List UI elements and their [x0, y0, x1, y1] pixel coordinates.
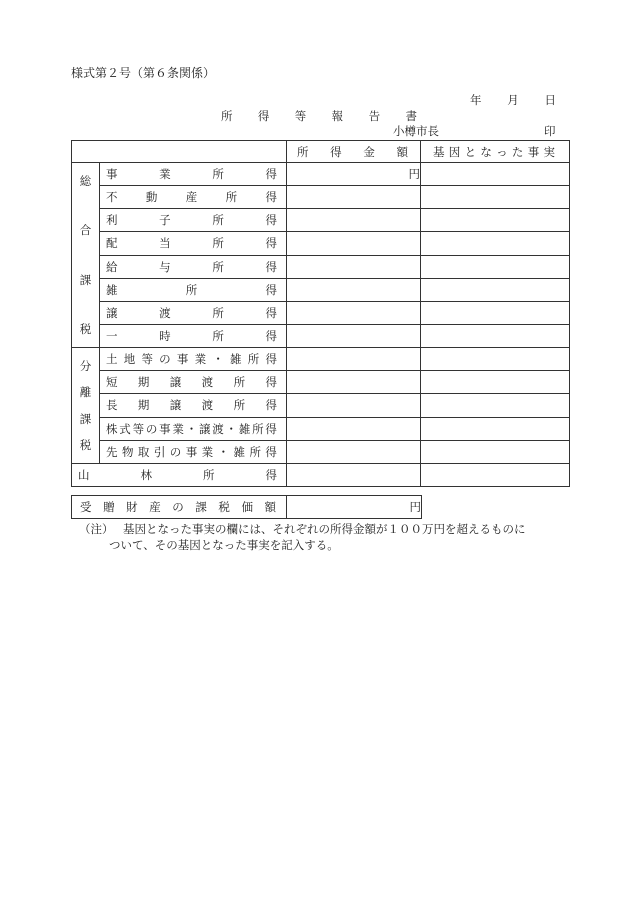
income-type-char: 当	[159, 236, 171, 251]
title-char: 得	[257, 109, 270, 123]
amount-cell[interactable]	[287, 186, 421, 209]
gift-label-char: 課	[195, 500, 207, 514]
income-table	[71, 140, 570, 487]
seal-mark: 印	[544, 124, 556, 138]
date-line	[470, 92, 556, 108]
gift-label	[72, 496, 287, 519]
income-type-label	[100, 278, 287, 301]
income-type-char: 事	[185, 444, 198, 459]
group-label-char: 分	[79, 359, 92, 373]
table-row	[72, 301, 570, 324]
income-type-char: 渡	[201, 398, 214, 413]
basis-cell[interactable]	[421, 417, 570, 440]
basis-cell[interactable]	[421, 255, 570, 278]
note-line-2: ついて、その基因となった事実を記入する。	[109, 538, 339, 552]
title-char: 等	[294, 109, 307, 123]
income-type-label	[100, 371, 287, 394]
income-type-label	[100, 186, 287, 209]
basis-cell[interactable]	[421, 209, 570, 232]
header-basis-char: と	[464, 144, 477, 159]
income-type-char: 長	[106, 398, 118, 413]
income-type-label	[100, 348, 287, 371]
forest-char: 得	[265, 468, 277, 482]
table-row	[72, 417, 570, 440]
basis-cell[interactable]	[421, 163, 570, 186]
basis-cell[interactable]	[421, 464, 570, 487]
income-type-char: 利	[106, 213, 118, 228]
income-type-char: 得	[265, 375, 277, 390]
header-basis-char: た	[511, 144, 524, 159]
header-basis-char: 事	[527, 144, 540, 159]
table-header-row	[72, 141, 570, 163]
income-type-char: 渡	[159, 305, 171, 320]
table-row	[72, 371, 570, 394]
income-type-char: ・	[212, 352, 224, 367]
income-type-char: 得	[265, 421, 277, 436]
income-type-char: 地	[123, 352, 136, 367]
income-type-char: 与	[159, 259, 171, 274]
income-type-char: 短	[106, 375, 118, 390]
income-type-char: 得	[265, 213, 277, 228]
income-type-char: 譲	[106, 305, 118, 320]
income-type-char: 土	[106, 352, 118, 367]
income-type-char: 業	[172, 421, 184, 436]
income-type-char: 業	[201, 444, 214, 459]
basis-cell[interactable]	[421, 371, 570, 394]
income-type-label	[100, 440, 287, 463]
forest-char: 山	[78, 468, 90, 482]
table-row	[72, 394, 570, 417]
title-char: 告	[368, 109, 381, 123]
income-type-char: 雑	[238, 421, 251, 436]
income-type-char: 得	[265, 398, 277, 413]
income-type-char: 得	[265, 190, 277, 205]
income-type-char: 引	[153, 444, 166, 459]
income-type-char: 取	[137, 444, 150, 459]
income-type-label	[100, 163, 287, 186]
table-row	[72, 324, 570, 347]
group-label-char: 課	[79, 411, 92, 426]
amount-cell[interactable]	[287, 440, 421, 463]
gift-amount: 円	[287, 496, 422, 519]
income-type-char: 所	[247, 352, 260, 367]
header-basis-char: 実	[543, 144, 555, 159]
income-type-char: 一	[106, 328, 118, 343]
income-type-char: 等	[141, 352, 153, 367]
income-type-char: 事	[159, 421, 171, 436]
basis-cell[interactable]	[421, 348, 570, 371]
gift-label-char: の	[172, 500, 184, 514]
header-amount-char: 額	[396, 144, 408, 159]
recipient: 小樽市長	[393, 124, 439, 138]
income-type-char: 動	[145, 190, 158, 205]
basis-cell[interactable]	[421, 186, 570, 209]
form-number: 様式第２号（第６条関係）	[71, 66, 216, 80]
income-type-char: 得	[265, 282, 277, 297]
group-label-char: 課	[79, 272, 92, 287]
income-type-char: 所	[225, 190, 238, 205]
document-title	[221, 108, 417, 124]
income-type-char: ・	[185, 421, 198, 436]
gift-label-char: 税	[218, 500, 230, 514]
income-type-char: 産	[185, 190, 198, 205]
table-row	[72, 163, 570, 186]
header-amount	[287, 141, 421, 163]
income-type-char: 給	[106, 259, 118, 274]
basis-cell[interactable]	[421, 324, 570, 347]
group-label-char: 合	[79, 223, 92, 238]
income-type-char: 時	[159, 328, 171, 343]
table-row-forest	[72, 464, 570, 487]
gift-label-char: 贈	[103, 500, 115, 514]
income-type-char: 得	[265, 328, 277, 343]
income-type-label	[100, 417, 287, 440]
header-basis-char: っ	[496, 144, 508, 159]
income-type-char: 得	[265, 259, 277, 274]
income-type-char: 得	[265, 352, 277, 367]
title-char: 書	[405, 109, 417, 123]
table-row	[72, 348, 570, 371]
income-type-char: 所	[233, 398, 246, 413]
income-type-char: 所	[212, 328, 224, 343]
header-amount-char: 所	[297, 144, 309, 159]
forest-char: 林	[140, 468, 152, 482]
income-type-char: 子	[159, 213, 171, 228]
income-type-char: 事	[106, 167, 118, 182]
income-type-char: の	[159, 352, 171, 367]
income-type-char: ・	[225, 421, 238, 436]
gift-label-char: 財	[126, 500, 138, 514]
table-row	[72, 440, 570, 463]
income-type-char: 事	[176, 352, 189, 367]
gift-row	[72, 496, 422, 519]
gift-table	[71, 495, 422, 519]
basis-cell[interactable]	[421, 278, 570, 301]
note-line-1: 基因となった事実の欄には、それぞれの所得金額が１００万円を超えるものに	[123, 522, 526, 536]
income-type-char: 所	[212, 236, 224, 251]
amount-cell[interactable]	[287, 371, 421, 394]
income-type-char: 所	[233, 375, 246, 390]
income-type-char: 配	[106, 236, 118, 251]
income-type-char: 雑	[106, 282, 118, 297]
income-type-char: 得	[265, 167, 277, 182]
income-type-label	[100, 324, 287, 347]
table-row	[72, 186, 570, 209]
forest-income-label	[72, 464, 287, 487]
date-day: 日	[544, 93, 556, 107]
date-month: 月	[507, 93, 519, 107]
income-type-char: 得	[265, 236, 277, 251]
amount-cell[interactable]: 円	[287, 163, 421, 186]
income-type-char: 期	[137, 398, 150, 413]
income-type-char: 物	[121, 444, 134, 459]
income-type-char: の	[169, 444, 182, 459]
amount-cell[interactable]	[287, 278, 421, 301]
income-type-label	[100, 301, 287, 324]
income-type-char: ・	[217, 444, 230, 459]
group-label-char: 税	[79, 321, 92, 336]
group-label-char: 総	[79, 174, 92, 188]
income-type-label	[100, 394, 287, 417]
income-type-char: 渡	[212, 421, 224, 436]
table-row	[72, 232, 570, 255]
income-type-char: 所	[212, 167, 224, 182]
amount-cell[interactable]	[287, 464, 421, 487]
income-type-char: 譲	[169, 398, 182, 413]
amount-cell[interactable]	[287, 394, 421, 417]
header-amount-char: 得	[330, 144, 342, 159]
header-blank-cell	[72, 141, 287, 163]
income-type-char: 所	[249, 444, 261, 459]
income-type-char: 株	[106, 421, 118, 436]
amount-cell[interactable]	[287, 255, 421, 278]
basis-cell[interactable]	[421, 301, 570, 324]
group-label-char: 税	[79, 437, 92, 452]
amount-cell[interactable]	[287, 301, 421, 324]
table-row	[72, 255, 570, 278]
income-type-char: 得	[265, 444, 277, 459]
header-basis	[421, 141, 570, 163]
income-type-char: 所	[185, 282, 198, 297]
basis-cell[interactable]	[421, 232, 570, 255]
income-type-char: 所	[212, 305, 224, 320]
income-type-char: 得	[265, 305, 277, 320]
income-type-label	[100, 255, 287, 278]
income-type-char: 譲	[198, 421, 211, 436]
income-type-char: 所	[252, 421, 264, 436]
table-row	[72, 209, 570, 232]
income-type-label	[100, 209, 287, 232]
group-label-1	[72, 348, 100, 464]
header-amount-char: 金	[363, 144, 375, 159]
gift-label-char: 産	[149, 500, 161, 514]
income-type-char: 等	[132, 421, 145, 436]
amount-cell[interactable]	[287, 209, 421, 232]
income-type-char: 渡	[201, 375, 214, 390]
amount-cell[interactable]	[287, 417, 421, 440]
income-type-label	[100, 232, 287, 255]
gift-label-char: 額	[264, 500, 276, 514]
income-type-char: 譲	[169, 375, 182, 390]
gift-label-char: 受	[80, 500, 92, 514]
group-label-0	[72, 163, 100, 348]
income-type-char: 式	[119, 421, 131, 436]
date-year: 年	[470, 93, 482, 107]
group-label-char: 離	[79, 385, 92, 400]
amount-cell[interactable]	[287, 324, 421, 347]
basis-cell[interactable]	[421, 394, 570, 417]
forest-char: 所	[203, 468, 215, 482]
header-basis-char: 基	[433, 144, 445, 159]
header-basis-char: な	[480, 144, 492, 159]
basis-cell[interactable]	[421, 440, 570, 463]
income-type-char: 先	[106, 444, 118, 459]
income-type-char: の	[145, 421, 158, 436]
income-type-char: 雑	[233, 444, 245, 459]
amount-cell[interactable]	[287, 232, 421, 255]
header-basis-char: 因	[448, 144, 461, 159]
amount-cell[interactable]	[287, 348, 421, 371]
title-char: 報	[331, 109, 344, 123]
income-type-char: 所	[212, 213, 224, 228]
income-type-char: 業	[194, 352, 207, 367]
income-type-char: 所	[212, 259, 224, 274]
gift-label-char: 価	[241, 500, 253, 514]
title-char: 所	[221, 109, 233, 123]
note-prefix: （注）	[79, 522, 114, 536]
income-type-char: 雑	[230, 352, 242, 367]
table-row	[72, 278, 570, 301]
income-type-char: 期	[137, 375, 150, 390]
income-type-char: 不	[106, 190, 118, 205]
income-type-char: 業	[159, 167, 171, 182]
